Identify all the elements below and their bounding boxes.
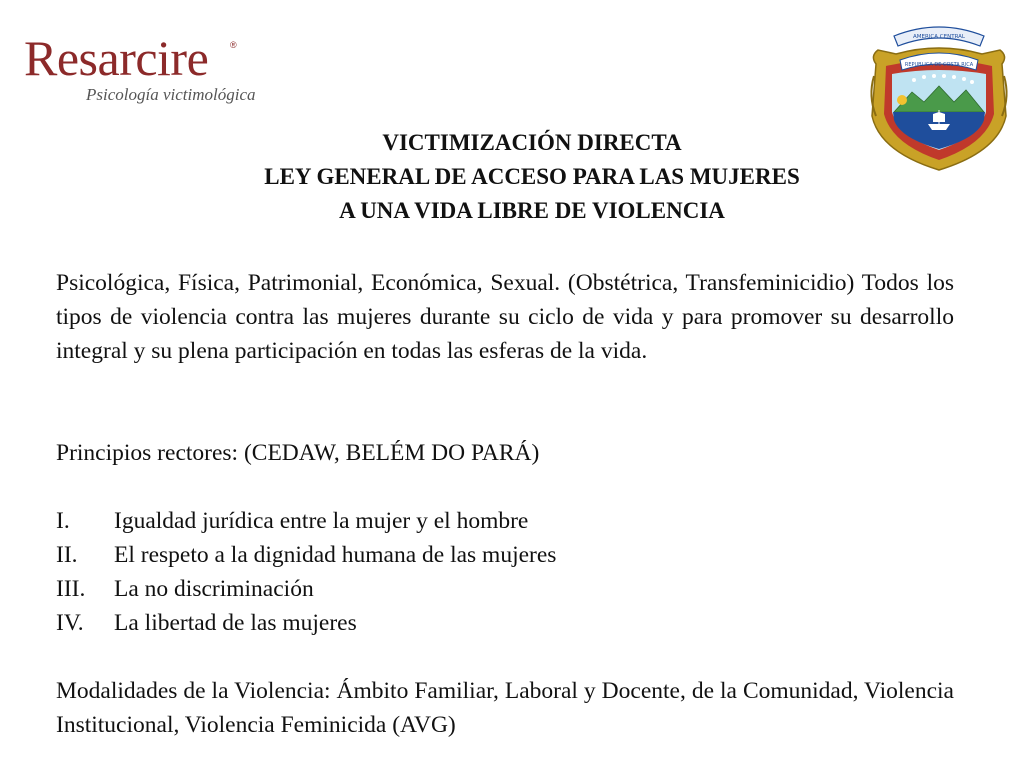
heading-line-1: VICTIMIZACIÓN DIRECTA	[382, 130, 682, 155]
resarcire-logo	[24, 30, 256, 112]
violence-modalities-paragraph: Modalidades de la Violencia: Ámbito Familiar, Laboral y Docente, de la Comunidad, Violencia Institucional, Violencia Feminicida (AVG)	[56, 678, 954, 738]
list-item	[56, 572, 954, 606]
list-item-text: Igualdad jurídica entre la mujer y el hombre	[114, 508, 529, 534]
list-item-text: El respeto a la dignidad humana de las mujeres	[114, 542, 557, 568]
list-item-number: IV.	[56, 610, 84, 636]
list-item-text: La libertad de las mujeres	[114, 610, 357, 636]
list-item	[56, 504, 954, 538]
list-item-number: I.	[56, 508, 70, 534]
list-item-text: La no discriminación	[114, 576, 314, 602]
principles-list	[56, 504, 954, 640]
violence-types-paragraph: Psicológica, Física, Patrimonial, Económica, Sexual. (Obstétrica, Transfeminicidio) Todos los tipos de violencia contra las mujeres durante su ciclo de vida y para promover su desarrollo integral y su plena participación en todas las esferas de la vida.	[56, 270, 954, 364]
slide-heading	[150, 126, 914, 228]
crest-ribbon-top: AMERICA CENTRAL	[913, 34, 965, 40]
list-item	[56, 538, 954, 572]
crest-ribbon-mid: REPUBLICA DE COSTA RICA	[904, 62, 974, 68]
list-item-number: III.	[56, 576, 86, 602]
heading-line-2: LEY GENERAL DE ACCESO PARA LAS MUJERES	[264, 164, 800, 189]
list-item	[56, 606, 954, 640]
logo-name: Resarcire	[24, 30, 209, 86]
principles-intro: Principios rectores: (CEDAW, BELÉM DO PARÁ)	[56, 440, 540, 466]
list-item-number: II.	[56, 542, 78, 568]
logo-registered-mark: ®	[230, 40, 237, 50]
heading-line-3: A UNA VIDA LIBRE DE VIOLENCIA	[339, 198, 725, 223]
logo-tagline: Psicología victimológica	[86, 85, 256, 104]
